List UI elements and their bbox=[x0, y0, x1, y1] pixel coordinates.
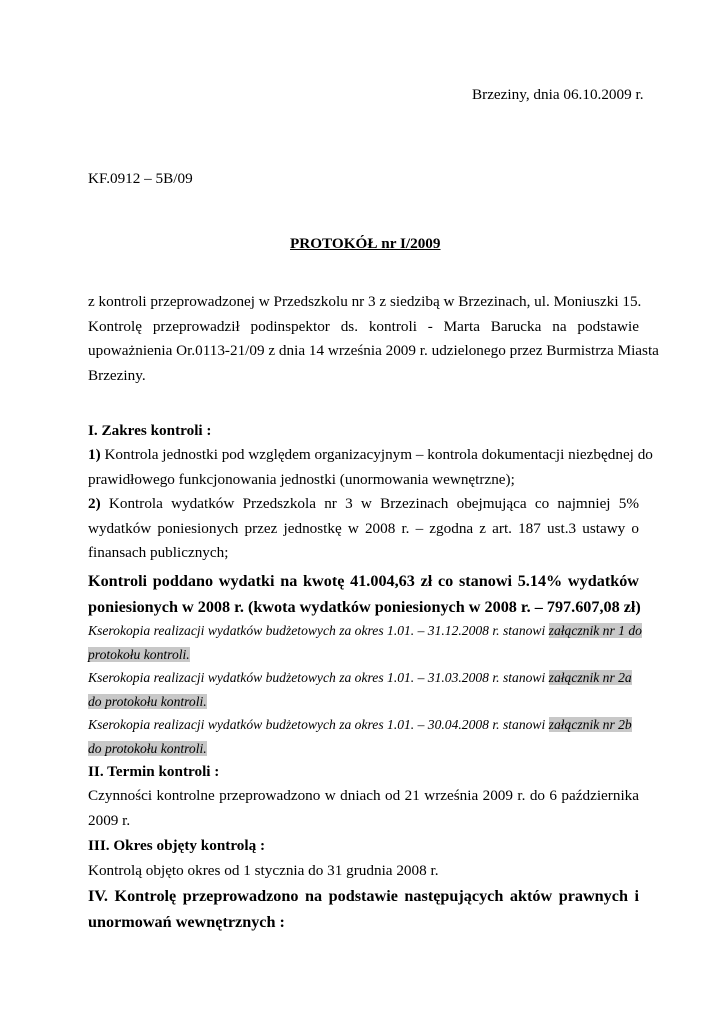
summary-line: poniesionych w 2008 r. (kwota wydatków poniesionych w 2008 r. – 797.607,08 zł) bbox=[88, 598, 641, 616]
item-1-line: prawidłowego funkcjonowania jednostki (unormowania wewnętrzne); bbox=[88, 470, 515, 488]
annex-2-line bbox=[88, 690, 639, 714]
item-2-line: finansach publicznych; bbox=[88, 544, 229, 562]
section-2-heading: II. Termin kontroli : bbox=[88, 763, 220, 780]
intro-line: Brzeziny. bbox=[88, 366, 146, 384]
section-3-line: Kontrolą objęto okres od 1 stycznia do 31 grudnia 2008 r. bbox=[88, 862, 439, 879]
reference-number: KF.0912 – 5B/09 bbox=[88, 170, 193, 187]
section-4-heading-line: IV. Kontrolę przeprowadzono na podstawie następujących aktów prawnych i bbox=[88, 887, 639, 905]
date-line: Brzeziny, dnia 06.10.2009 r. bbox=[472, 86, 644, 103]
annex-1-highlight: załącznik nr 1 do bbox=[548, 623, 642, 638]
annex-3-text: Kserokopia realizacji wydatków budżetowych za okres 1.01. – 30.04.2008 r. stanowi bbox=[88, 717, 549, 732]
annex-3-line bbox=[88, 713, 639, 737]
annex-3-highlight: do protokołu kontroli. bbox=[88, 740, 207, 756]
item-2-number: 2) bbox=[88, 495, 101, 513]
item-1-text: Kontrola jednostki pod względem organizacyjnym – kontrola dokumentacji niezbędnej do bbox=[100, 446, 653, 463]
section-1-heading: I. Zakres kontroli : bbox=[88, 422, 212, 439]
section-1-items bbox=[88, 443, 653, 566]
annex-1-line bbox=[88, 619, 642, 643]
item-2-text: Kontrola wydatków Przedszkola nr 3 w Brzezinach obejmująca co najmniej 5% bbox=[100, 495, 639, 513]
section-4-heading bbox=[88, 883, 639, 935]
document-title: PROTOKÓŁ nr I/2009 bbox=[290, 235, 441, 252]
annex-3-highlight: załącznik nr 2b bbox=[548, 717, 632, 732]
annex-notes bbox=[88, 619, 642, 760]
item-1-line bbox=[88, 443, 653, 468]
summary-line: Kontroli poddano wydatki na kwotę 41.004,63 zł co stanowi 5.14% wydatków bbox=[88, 572, 639, 590]
section-2-line: 2009 r. bbox=[88, 811, 131, 829]
annex-2-line bbox=[88, 666, 639, 690]
section-4-heading-line: unormowań wewnętrznych : bbox=[88, 913, 285, 931]
item-2-line: wydatków poniesionych przez jednostkę w 2008 r. – zgodna z art. 187 ust.3 ustawy o bbox=[88, 519, 639, 537]
annex-1-line bbox=[88, 643, 639, 667]
annex-2-highlight: do protokołu kontroli. bbox=[88, 693, 207, 709]
section-3-heading: III. Okres objęty kontrolą : bbox=[88, 837, 266, 854]
intro-line: Kontrolę przeprowadził podinspektor ds. kontroli - Marta Barucka na podstawie bbox=[88, 317, 639, 335]
annex-2-text: Kserokopia realizacji wydatków budżetowych za okres 1.01. – 31.03.2008 r. stanowi bbox=[88, 670, 549, 685]
annex-3-line bbox=[88, 737, 639, 761]
intro-line: upoważnienia Or.0113-21/09 z dnia 14 września 2009 r. udzielonego przez Burmistrza Miasta bbox=[88, 342, 659, 360]
summary-block bbox=[88, 568, 639, 620]
item-1-number: 1) bbox=[88, 446, 101, 463]
annex-2-highlight: załącznik nr 2a bbox=[548, 670, 632, 685]
annex-1-highlight: protokołu kontroli. bbox=[88, 646, 190, 662]
section-2-text bbox=[88, 784, 639, 833]
annex-1-text: Kserokopia realizacji wydatków budżetowych za okres 1.01. – 31.12.2008 r. stanowi bbox=[88, 623, 549, 638]
intro-paragraph bbox=[88, 290, 659, 388]
intro-line: z kontroli przeprowadzonej w Przedszkolu nr 3 z siedzibą w Brzezinach, ul. Moniuszki 15. bbox=[88, 293, 642, 310]
item-2-line bbox=[88, 492, 639, 517]
section-2-line: Czynności kontrolne przeprowadzono w dniach od 21 września 2009 r. do 6 października bbox=[88, 787, 639, 804]
